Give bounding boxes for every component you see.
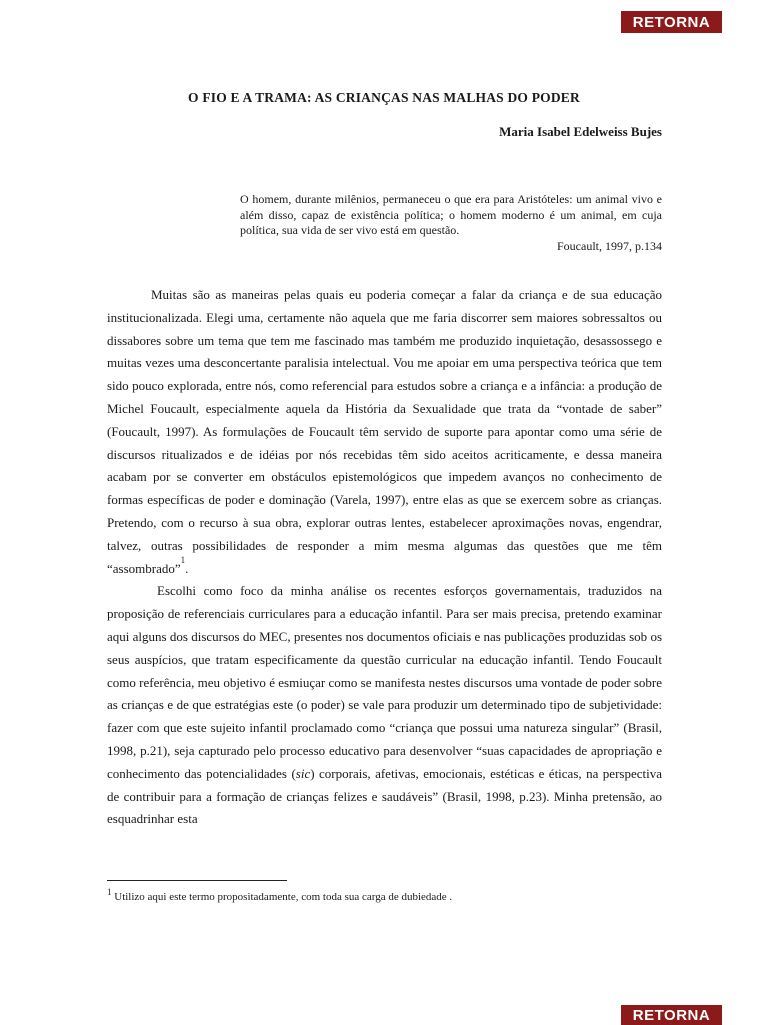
- body-text: [107, 284, 662, 831]
- retorna-button-bottom[interactable]: RETORNA: [621, 1005, 722, 1025]
- paragraph-1-end: .: [185, 560, 189, 576]
- footnote-ref[interactable]: 1: [180, 554, 186, 565]
- paragraph-1: [107, 284, 662, 580]
- author-name: Maria Isabel Edelweiss Bujes: [499, 124, 662, 139]
- paragraph-1-text: Muitas são as maneiras pelas quais eu poderia começar a falar da criança e de sua educação institucionalizada. Elegi uma, certamente não aquela que me faria discorrer sem maiores sobressaltos ou dissabores sobre um tema que tem me fascinado mas também me produzido inquietação, desassossego e muitas vezes uma desconcertante paralisia intelectual. Vou me apoiar em uma perspectiva teórica que tem sido pouco explorada, entre nós, como referencial para estudos sobre a criança e a infância: a produção de Michel Foucault, especialmente aquela da História da Sexualidade que trata da “vontade de saber” (Foucault, 1997). As formulações de Foucault têm servido de suporte para apontar como uma série de discursos ritualizados e de idéias por nós recebidas têm sido aceitos acriticamente, e dessa maneira acabam por se converter em obstáculos epistemológicos que impedem avanços no conhecimento de formas específicas de poder e dominação (Varela, 1997), entre elas as que se exercem sobre as crianças. Pretendo, com o recurso à sua obra, explorar outras lentes, estabelecer aproximações novas, engendrar, talvez, outras possibilidades de responder a mim mesma algumas das questões que me têm “assombrado”: [107, 287, 662, 576]
- footnote-divider: [107, 880, 287, 881]
- paragraph-2-text-b: ) corporais, afetivas, emocionais, estéticas e éticas, na perspectiva de contribuir para a formação de crianças felizes e saudáveis” (Brasil, 1998, p.23). Minha pretensão, ao esquadrinhar esta: [107, 765, 662, 827]
- epigraph-source: Foucault, 1997, p.134: [557, 238, 662, 253]
- epigraph: [240, 192, 662, 254]
- footnote: [107, 887, 662, 904]
- paragraph-2-text-a: Escolhi como foco da minha análise os recentes esforços governamentais, traduzidos na proposição de referenciais curriculares para a educação infantil. Para ser mais precisa, pretendo examinar aqui alguns dos discursos do MEC, presentes nos documentos oficiais e nas publicações produzidas sob os seus auspícios, que tratam especificamente da questão curricular na educação infantil. Tendo Foucault como referência, meu objetivo é esmiuçar como se manifesta nestes discursos uma vontade de poder sobre as crianças e de que estratégias este (o poder) se vale para produzir um determinado tipo de subjetividade: fazer com que este sujeito infantil proclamado como “criança que possui uma natureza singular” (Brasil, 1998, p.21), seja capturado pelo processo educativo para desenvolver “suas capacidades de apropriação e conhecimento das potencialidades (: [107, 583, 662, 781]
- retorna-button-top[interactable]: RETORNA: [621, 11, 722, 33]
- sic-term: sic: [295, 765, 311, 781]
- epigraph-quote: O homem, durante milênios, permaneceu o que era para Aristóteles: um animal vivo e além disso, capaz de existência política; o homem moderno é um animal, em cuja política, sua vida de ser vivo está em questão.: [240, 192, 662, 238]
- paragraph-2: [107, 580, 662, 831]
- footnote-number: 1: [107, 887, 112, 897]
- document-title: O FIO E A TRAMA: AS CRIANÇAS NAS MALHAS DO PODER: [188, 90, 580, 105]
- footnote-text: Utilizo aqui este termo propositadamente, com toda sua carga de dubiedade .: [111, 891, 453, 903]
